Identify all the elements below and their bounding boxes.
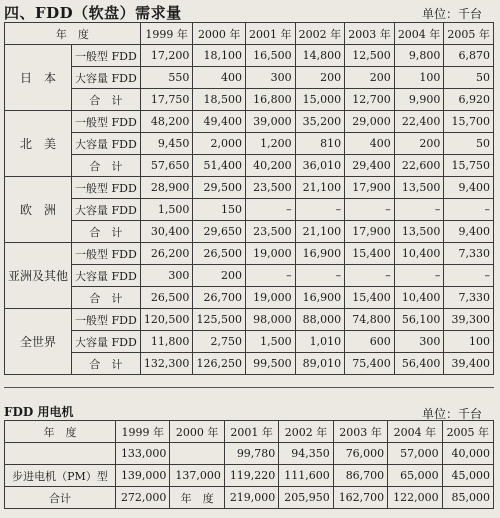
- table-row: [5, 265, 494, 287]
- table-cell: 810: [295, 133, 345, 155]
- table-cell: 17,900: [345, 177, 395, 199]
- table-cell: 400: [345, 133, 395, 155]
- table-cell: 50: [444, 133, 494, 155]
- table-cell: 9,450: [140, 133, 193, 155]
- table-row: [5, 331, 494, 353]
- fdd-demand-table: [4, 22, 494, 375]
- table-row: [5, 287, 494, 309]
- table-cell: 86,700: [333, 465, 387, 487]
- header-row: [5, 23, 494, 45]
- table-cell: 2,000: [193, 133, 246, 155]
- table-cell: 28,900: [140, 177, 193, 199]
- fdd-type-label: 合 计: [72, 287, 141, 309]
- table-row: [5, 221, 494, 243]
- table-cell: 26,700: [193, 287, 246, 309]
- table-cell: 16,900: [295, 243, 345, 265]
- header-year: 2003 年: [345, 23, 395, 45]
- table-cell: 300: [140, 265, 193, 287]
- table-row: [5, 199, 494, 221]
- table-cell: 100: [444, 331, 494, 353]
- table-cell: 150: [193, 199, 246, 221]
- region-label: 亚洲及其他: [5, 243, 72, 309]
- fdd-type-label: 一般型 FDD: [72, 243, 141, 265]
- region-label: 全世界: [5, 309, 72, 375]
- table-cell: 13,500: [394, 177, 444, 199]
- table-cell: 35,200: [295, 111, 345, 133]
- table-cell: 19,000: [245, 243, 295, 265]
- table-cell: 200: [193, 265, 246, 287]
- table-row: [5, 89, 494, 111]
- table-cell: 9,800: [394, 45, 444, 67]
- row-label: [5, 443, 116, 465]
- table-cell: 65,000: [388, 465, 442, 487]
- table-cell: –: [444, 199, 494, 221]
- table-cell: 98,000: [245, 309, 295, 331]
- section1-title: 四、FDD（软盘）需求量: [4, 4, 182, 22]
- fdd-type-label: 一般型 FDD: [72, 309, 141, 331]
- table-cell: 122,000: [388, 487, 442, 509]
- table-cell: 74,800: [345, 309, 395, 331]
- header-year: 2003 年: [333, 421, 387, 443]
- table-cell: 133,000: [116, 443, 170, 465]
- table-cell: 40,000: [442, 443, 493, 465]
- table-cell: 56,100: [394, 309, 444, 331]
- table-cell: 100: [394, 67, 444, 89]
- table-row: [5, 177, 494, 199]
- table-row: [5, 487, 494, 509]
- region-label: 北 美: [5, 111, 72, 177]
- header-year: 2000 年: [193, 23, 246, 45]
- table-cell: 99,500: [245, 353, 295, 375]
- table-cell: 57,000: [388, 443, 442, 465]
- table-cell: 12,500: [345, 45, 395, 67]
- row-label: 步进电机（PM）型: [5, 465, 116, 487]
- table-cell: 16,500: [245, 45, 295, 67]
- table-cell: –: [295, 199, 345, 221]
- fdd-type-label: 合 计: [72, 221, 141, 243]
- table-cell: 26,500: [193, 243, 246, 265]
- table-cell: 132,300: [140, 353, 193, 375]
- table-cell: 99,780: [224, 443, 278, 465]
- header-row: [5, 421, 494, 443]
- table-cell: 9,400: [444, 177, 494, 199]
- table-cell: 1,500: [140, 199, 193, 221]
- fdd-type-label: 大容量 FDD: [72, 331, 141, 353]
- header-year: 1999 年: [116, 421, 170, 443]
- table-cell: 7,330: [444, 243, 494, 265]
- table-cell: 219,000: [224, 487, 278, 509]
- fdd-type-label: 合 计: [72, 89, 141, 111]
- table-cell: 19,000: [245, 287, 295, 309]
- table-cell: –: [295, 265, 345, 287]
- region-label: 欧 洲: [5, 177, 72, 243]
- table-cell: 111,600: [279, 465, 333, 487]
- table-cell: 26,500: [140, 287, 193, 309]
- table-row: [5, 353, 494, 375]
- header-year: 2004 年: [394, 23, 444, 45]
- table-cell: 21,100: [295, 177, 345, 199]
- table-cell: 15,000: [295, 89, 345, 111]
- table-cell: 85,000: [442, 487, 493, 509]
- table-cell: 15,750: [444, 155, 494, 177]
- header-year: 2001 年: [245, 23, 295, 45]
- fdd-type-label: 合 计: [72, 155, 141, 177]
- table-row: [5, 67, 494, 89]
- table-cell: 11,800: [140, 331, 193, 353]
- table-row: [5, 111, 494, 133]
- region-label: 日 本: [5, 45, 72, 111]
- table-cell: –: [345, 265, 395, 287]
- table-cell: 88,000: [295, 309, 345, 331]
- fdd-type-label: 大容量 FDD: [72, 67, 141, 89]
- section2-title: FDD 用电机: [4, 405, 74, 419]
- table-cell: 12,700: [345, 89, 395, 111]
- table-cell: 45,000: [442, 465, 493, 487]
- table-cell: 76,000: [333, 443, 387, 465]
- table-cell: 30,400: [140, 221, 193, 243]
- divider: [4, 387, 494, 388]
- table-cell: 57,650: [140, 155, 193, 177]
- table-cell: 29,650: [193, 221, 246, 243]
- table-cell: 200: [345, 67, 395, 89]
- header-year-label: 年 度: [5, 23, 141, 45]
- header-year: 2005 年: [444, 23, 494, 45]
- table-cell: 21,100: [295, 221, 345, 243]
- table-cell: 119,220: [224, 465, 278, 487]
- table-cell: 1,500: [245, 331, 295, 353]
- table-cell: 9,900: [394, 89, 444, 111]
- table-cell: 48,200: [140, 111, 193, 133]
- table-cell: 1,010: [295, 331, 345, 353]
- table-cell: –: [245, 199, 295, 221]
- table-cell: 125,500: [193, 309, 246, 331]
- table-cell: 17,750: [140, 89, 193, 111]
- table-cell: 137,000: [170, 465, 224, 487]
- fdd-type-label: 大容量 FDD: [72, 133, 141, 155]
- table-cell: –: [394, 265, 444, 287]
- section1-unit: 单位：千台: [421, 7, 482, 21]
- header-year: 2001 年: [224, 421, 278, 443]
- table-cell: 16,900: [295, 287, 345, 309]
- table-cell: 139,000: [116, 465, 170, 487]
- table-cell: 10,400: [394, 287, 444, 309]
- table-row: [5, 133, 494, 155]
- table-cell: –: [345, 199, 395, 221]
- fdd-type-label: 一般型 FDD: [72, 111, 141, 133]
- table-cell: 200: [394, 133, 444, 155]
- fdd-type-label: 大容量 FDD: [72, 199, 141, 221]
- table-cell: 40,200: [245, 155, 295, 177]
- table-cell: 14,800: [295, 45, 345, 67]
- table-row: [5, 309, 494, 331]
- table-cell: 16,800: [245, 89, 295, 111]
- header-year: 2004 年: [388, 421, 442, 443]
- table-cell: 89,010: [295, 353, 345, 375]
- table-cell: 600: [345, 331, 395, 353]
- table-cell: 15,400: [345, 243, 395, 265]
- table-cell: 36,010: [295, 155, 345, 177]
- table-cell: 126,250: [193, 353, 246, 375]
- table-cell: 1,200: [245, 133, 295, 155]
- header-year: 2000 年: [170, 421, 224, 443]
- table-cell: 120,500: [140, 309, 193, 331]
- header-year: 1999 年: [140, 23, 193, 45]
- table-cell: 75,400: [345, 353, 395, 375]
- table-cell: –: [245, 265, 295, 287]
- table-cell: 6,920: [444, 89, 494, 111]
- table-cell: 49,400: [193, 111, 246, 133]
- fdd-type-label: 合 计: [72, 353, 141, 375]
- fdd-motor-table: [4, 420, 494, 509]
- table-cell: 22,600: [394, 155, 444, 177]
- table-cell: 15,700: [444, 111, 494, 133]
- table-cell: 300: [394, 331, 444, 353]
- table-cell: 26,200: [140, 243, 193, 265]
- table-cell: 22,400: [394, 111, 444, 133]
- table-cell: 205,950: [279, 487, 333, 509]
- table-cell: 51,400: [193, 155, 246, 177]
- table-cell: 29,000: [345, 111, 395, 133]
- table-cell: 17,200: [140, 45, 193, 67]
- table-cell: 300: [245, 67, 295, 89]
- table-cell: 200: [295, 67, 345, 89]
- table-cell: 18,500: [193, 89, 246, 111]
- table-row: [5, 243, 494, 265]
- table-cell: 400: [193, 67, 246, 89]
- header-year: 2005 年: [442, 421, 493, 443]
- header-year-label: 年 度: [5, 421, 116, 443]
- table-cell: 17,900: [345, 221, 395, 243]
- table-cell: 39,400: [444, 353, 494, 375]
- table-cell: 23,500: [245, 221, 295, 243]
- table-cell: 550: [140, 67, 193, 89]
- table-cell: 56,400: [394, 353, 444, 375]
- table-row: [5, 45, 494, 67]
- table-cell: 39,300: [444, 309, 494, 331]
- table-row: [5, 465, 494, 487]
- table-cell: 162,700: [333, 487, 387, 509]
- table-row: [5, 155, 494, 177]
- table-cell: –: [394, 199, 444, 221]
- header-year: 2002 年: [295, 23, 345, 45]
- table-cell: 7,330: [444, 287, 494, 309]
- table-cell: 94,350: [279, 443, 333, 465]
- fdd-type-label: 一般型 FDD: [72, 177, 141, 199]
- table-cell: 2,750: [193, 331, 246, 353]
- table-cell: 10,400: [394, 243, 444, 265]
- table-cell: 50: [444, 67, 494, 89]
- section2-unit: 单位：千台: [421, 407, 482, 421]
- row-label: 合计: [5, 487, 116, 509]
- table-cell: 15,400: [345, 287, 395, 309]
- fdd-type-label: 大容量 FDD: [72, 265, 141, 287]
- table-cell: 年 度: [170, 487, 224, 509]
- table-cell: –: [444, 265, 494, 287]
- table-cell: [170, 443, 224, 465]
- table-cell: 23,500: [245, 177, 295, 199]
- table-cell: 18,100: [193, 45, 246, 67]
- table-cell: 13,500: [394, 221, 444, 243]
- table-cell: 9,400: [444, 221, 494, 243]
- table-cell: 272,000: [116, 487, 170, 509]
- table-cell: 39,000: [245, 111, 295, 133]
- table-cell: 6,870: [444, 45, 494, 67]
- fdd-type-label: 一般型 FDD: [72, 45, 141, 67]
- header-year: 2002 年: [279, 421, 333, 443]
- table-cell: 29,500: [193, 177, 246, 199]
- table-row: [5, 443, 494, 465]
- table-cell: 29,400: [345, 155, 395, 177]
